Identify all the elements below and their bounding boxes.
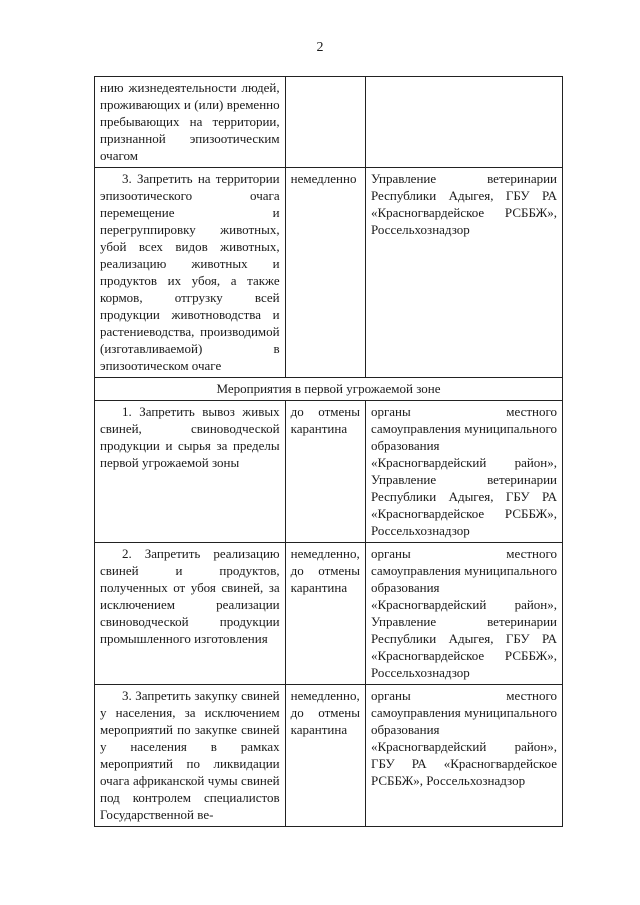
responsible-text: органы местного самоуправления муниципального образования «Красногвардейский район», ГБУ РА «Красногвардейское РСББЖ», Россельхознадзор: [370, 688, 557, 788]
table-row: [95, 401, 563, 543]
section-title: Мероприятия в первой угрожаемой зоне: [95, 378, 563, 401]
measure-text: 2. Запретить реализацию свиней и продуктов, полученных от убоя свиней, за исключением реализации свиноводческой продукции промышленного изготовления: [100, 546, 280, 646]
responsible-cell: [365, 543, 562, 685]
deadline-cell: [285, 77, 365, 168]
responsible-text: органы местного самоуправления муниципального образования «Красногвардейский район», Управление ветеринарии Республики Адыгея, ГБУ РА «Красногвардейское РСББЖ», Россельхознадзор: [370, 404, 557, 538]
responsible-cell: [365, 401, 562, 543]
table-row: [95, 77, 563, 168]
measure-text: нию жизнедеятельности людей, проживающих и (или) временно пребывающих на территории, признанной эпизоотическим очагом: [100, 80, 280, 163]
responsible-text: органы местного самоуправления муниципального образования «Красногвардейский район», Управление ветеринарии Республики Адыгея, ГБУ РА «Красногвардейское РСББЖ», Россельхознадзор: [370, 546, 557, 680]
table-row: [95, 168, 563, 378]
table-row: [95, 543, 563, 685]
deadline-text: до отмены карантина: [290, 404, 360, 436]
deadline-text: немедленно: [290, 171, 357, 186]
measure-cell: [95, 685, 286, 827]
responsible-text: Управление ветеринарии Республики Адыгея, ГБУ РА «Красногвардейское РСББЖ», Россельхознадзор: [370, 171, 557, 237]
section-header-row: [95, 378, 563, 401]
measure-cell: [95, 401, 286, 543]
deadline-text: немедленно, до отмены карантина: [290, 546, 360, 595]
responsible-cell: [365, 685, 562, 827]
measure-cell: [95, 168, 286, 378]
deadline-text: немедленно, до отмены карантина: [290, 688, 360, 737]
measure-text: 3. Запретить закупку свиней у населения, за исключением мероприятий по закупке свиней у населения в рамках мероприятий по ликвидации очага африканской чумы свиней под контролем специалистов Государственной ве-: [100, 688, 280, 822]
measure-text: 3. Запретить на территории эпизоотического очага перемещение и перегруппировку животных, убой всех видов животных, реализацию животных и продуктов их убоя, а также кормов, отгрузку всей продукции животноводства и растениеводства, производимой (изготавливаемой) в эпизоотическом очаге: [100, 171, 280, 373]
deadline-cell: [285, 401, 365, 543]
deadline-cell: [285, 168, 365, 378]
responsible-cell: [365, 77, 562, 168]
responsible-cell: [365, 168, 562, 378]
measure-text: 1. Запретить вывоз живых свиней, свиноводческой продукции и сырья за пределы первой угрожаемой зоны: [100, 404, 280, 470]
measure-cell: [95, 77, 286, 168]
deadline-cell: [285, 543, 365, 685]
page-number: 2: [316, 40, 324, 55]
measures-table: [94, 76, 563, 827]
deadline-cell: [285, 685, 365, 827]
measure-cell: [95, 543, 286, 685]
table-row: [95, 685, 563, 827]
